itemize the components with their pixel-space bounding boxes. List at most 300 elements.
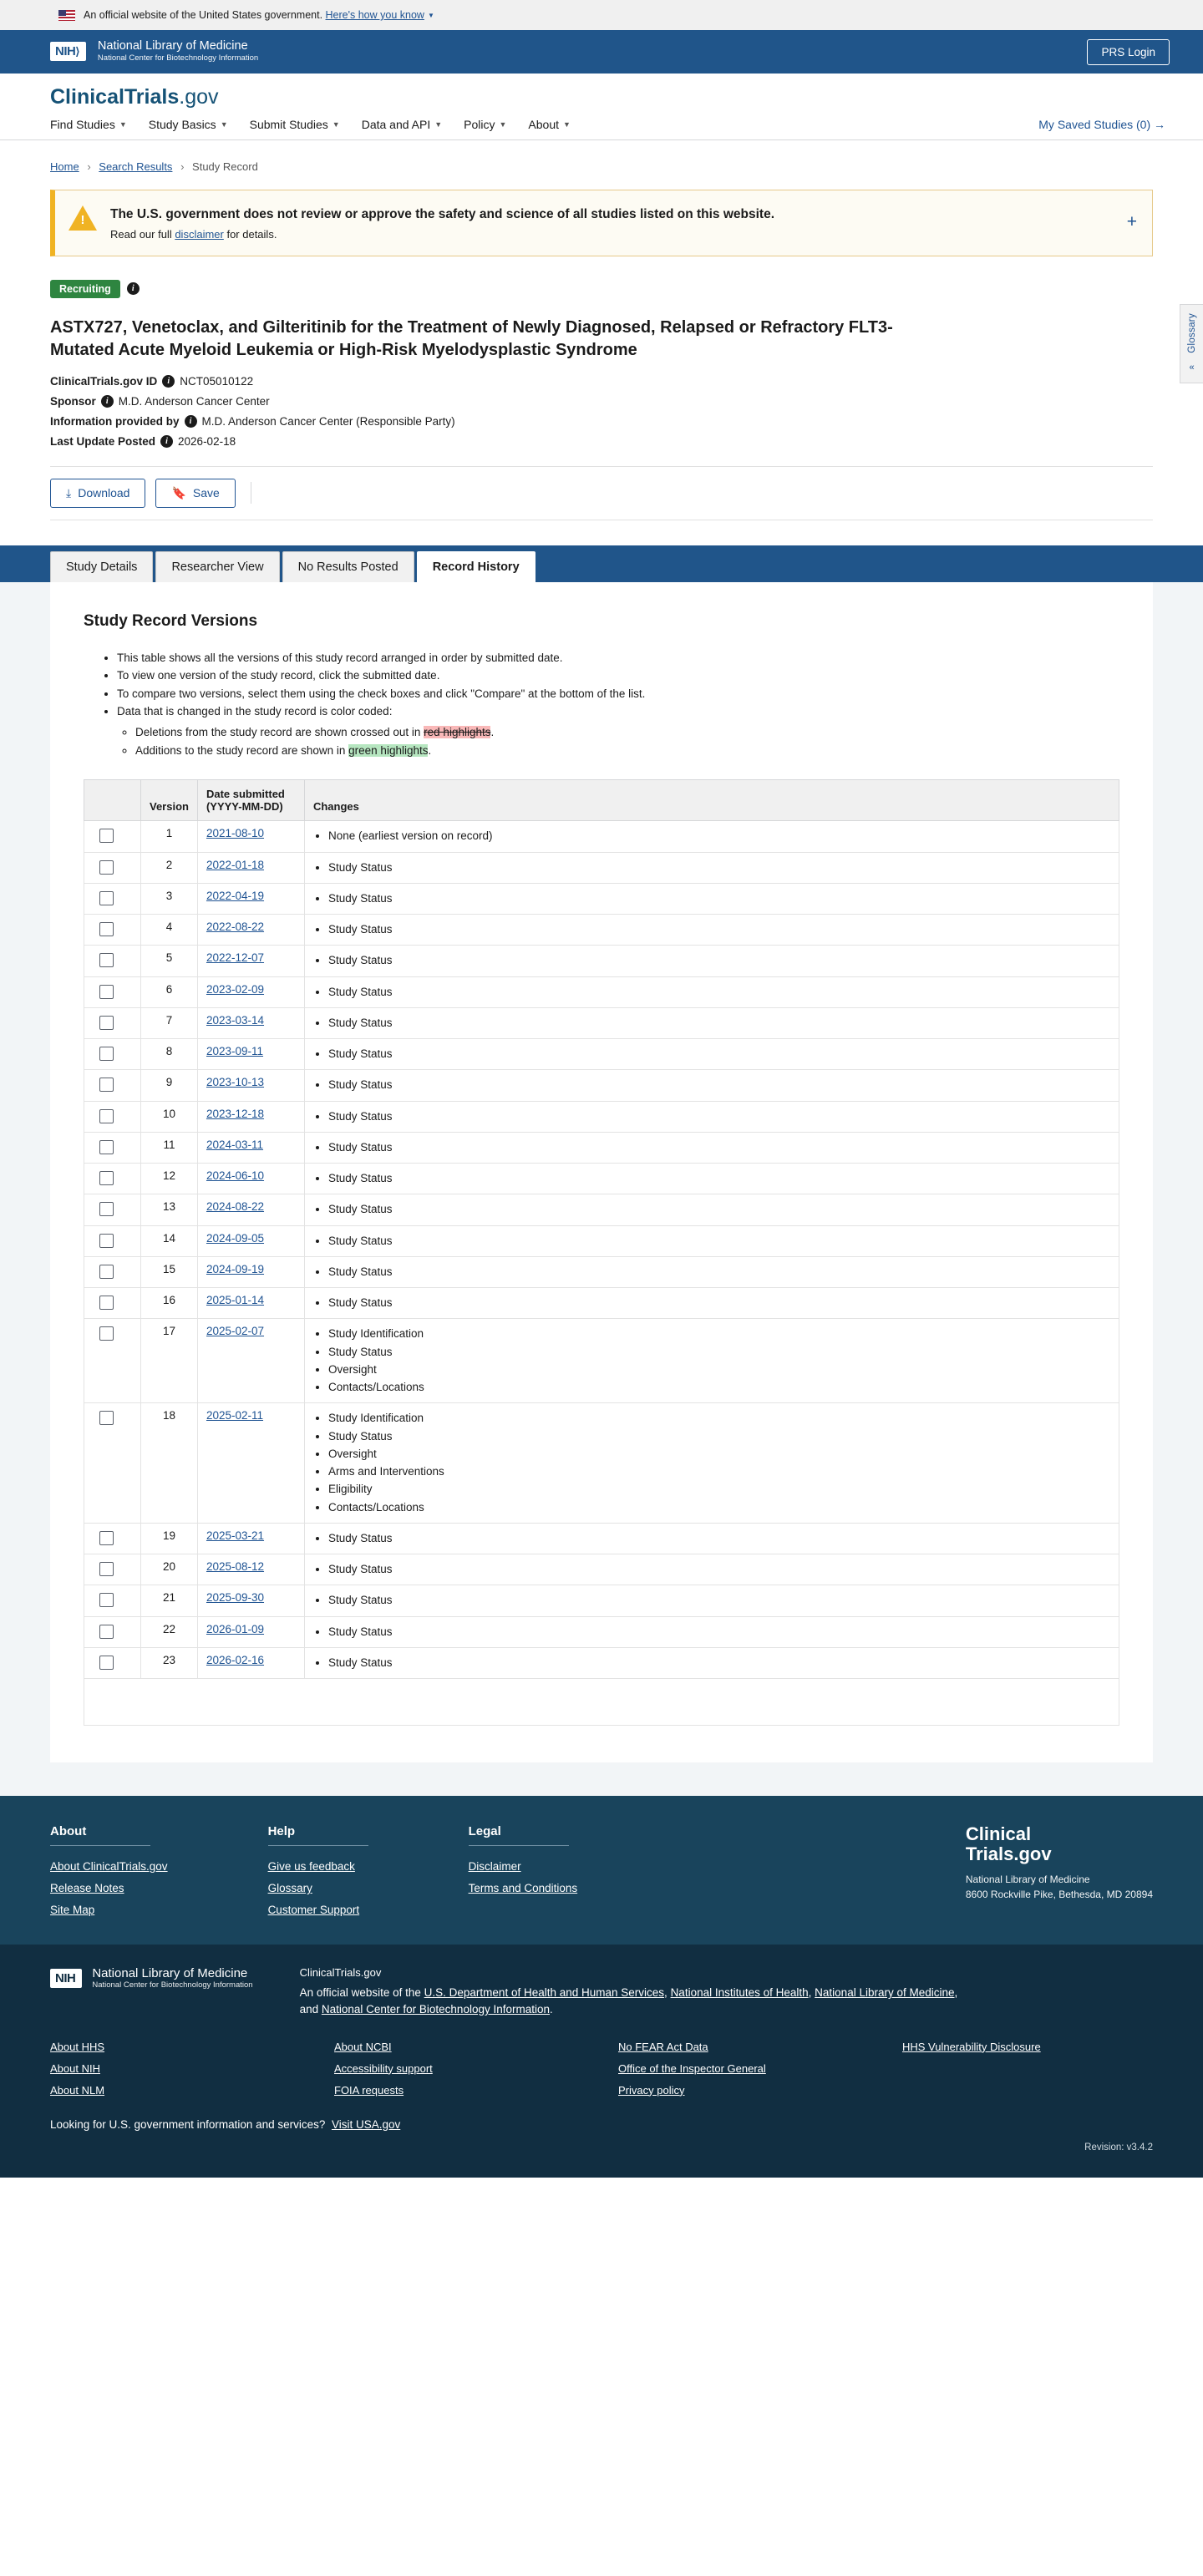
footer-col-about bbox=[50, 1824, 168, 1916]
save-button[interactable] bbox=[155, 479, 235, 508]
changes-cell bbox=[304, 946, 1119, 976]
version-number: 23 bbox=[141, 1647, 198, 1678]
info-icon[interactable]: i bbox=[185, 415, 197, 428]
alert-title: The U.S. government does not review or approve the safety and science of all studies listed on this website. bbox=[110, 207, 775, 221]
footer-link-give-us-feedback[interactable]: Give us feedback bbox=[267, 1860, 355, 1873]
version-date-link[interactable]: 2023-09-11 bbox=[206, 1045, 264, 1057]
footer-brand bbox=[966, 1824, 1153, 1916]
version-number: 3 bbox=[141, 883, 198, 914]
version-number: 1 bbox=[141, 821, 198, 852]
meta-value: M.D. Anderson Cancer Center (Responsible Party) bbox=[201, 414, 455, 428]
version-date-link[interactable]: 2023-03-14 bbox=[206, 1013, 265, 1027]
row-checkbox-cell bbox=[84, 1616, 141, 1647]
footer-link-customer-support[interactable]: Customer Support bbox=[267, 1904, 360, 1916]
change-item: • Arms and Interventions bbox=[328, 1463, 1110, 1480]
change-item: • Study Status bbox=[328, 1108, 1110, 1125]
brand-suffix: .gov bbox=[179, 85, 219, 109]
change-item: • Study Status bbox=[328, 1264, 1110, 1280]
brand-bar bbox=[0, 74, 1203, 109]
row-checkbox-cell bbox=[84, 1194, 141, 1225]
tab-record-history[interactable]: Record History bbox=[417, 551, 536, 582]
date-submitted-cell bbox=[197, 883, 304, 914]
date-submitted-cell bbox=[197, 1288, 304, 1319]
version-checkbox[interactable] bbox=[99, 953, 114, 967]
footer-address-line1: National Library of Medicine bbox=[965, 1874, 1090, 1886]
date-submitted-cell bbox=[197, 1225, 304, 1256]
changes-cell bbox=[304, 1616, 1119, 1647]
footer-brand-line1: Clinical bbox=[965, 1823, 1032, 1844]
row-checkbox-cell bbox=[84, 976, 141, 1007]
version-checkbox[interactable] bbox=[99, 860, 114, 875]
bookmark-icon: 🔖 bbox=[171, 485, 186, 499]
version-checkbox[interactable] bbox=[99, 1296, 114, 1310]
changes-cell bbox=[304, 1101, 1119, 1132]
us-flag-icon bbox=[58, 10, 75, 21]
footer-link-hhs-vulnerability-disclosure[interactable]: HHS Vulnerability Disclosure bbox=[902, 2040, 1041, 2053]
footer-link-no-fear-act-data[interactable]: No FEAR Act Data bbox=[618, 2040, 708, 2053]
version-date-link[interactable]: 2024-09-05 bbox=[206, 1231, 265, 1245]
chevron-down-icon: ▼ bbox=[220, 120, 228, 129]
version-date-link[interactable]: 2024-06-10 bbox=[206, 1169, 265, 1182]
date-submitted-cell bbox=[197, 1164, 304, 1194]
row-checkbox-cell bbox=[84, 1523, 141, 1554]
nav-label: Study Basics bbox=[148, 118, 216, 131]
table-row bbox=[84, 1101, 1119, 1132]
version-number: 9 bbox=[141, 1070, 198, 1101]
version-checkbox[interactable] bbox=[99, 1656, 114, 1670]
instructions-list bbox=[84, 649, 1119, 760]
version-date-link[interactable]: 2026-02-16 bbox=[206, 1653, 265, 1666]
glossary-tab[interactable] bbox=[1180, 304, 1203, 383]
table-row bbox=[84, 915, 1119, 946]
tab-researcher-view[interactable]: Researcher View bbox=[155, 551, 279, 582]
disclaimer-link[interactable]: disclaimer bbox=[175, 227, 224, 241]
footer-col-title: Legal bbox=[469, 1824, 569, 1846]
instruction-additions bbox=[135, 742, 1119, 760]
version-checkbox[interactable] bbox=[99, 1109, 114, 1123]
col-header-changes: Changes bbox=[304, 780, 1119, 821]
versions-table bbox=[84, 779, 1119, 1726]
version-date-link[interactable]: 2025-03-21 bbox=[206, 1529, 265, 1542]
changes-cell bbox=[304, 1132, 1119, 1163]
changes-cell bbox=[304, 1194, 1119, 1225]
changes-cell bbox=[304, 1523, 1119, 1554]
change-item: • Study Identification bbox=[328, 1326, 1110, 1342]
download-icon: ⤓ bbox=[66, 485, 72, 499]
visit-usa-gov-link[interactable]: Visit USA.gov bbox=[331, 2117, 401, 2131]
footer-link-privacy-policy[interactable]: Privacy policy bbox=[618, 2083, 685, 2097]
meta-label: Last Update Posted bbox=[50, 434, 156, 448]
change-item: • Study Status bbox=[328, 1530, 1110, 1547]
chevron-down-icon: ▼ bbox=[563, 120, 571, 129]
meta-label: Sponsor bbox=[50, 394, 96, 408]
alert-expand-button[interactable]: + bbox=[1126, 212, 1137, 231]
version-number: 21 bbox=[141, 1585, 198, 1616]
change-item: • Study Status bbox=[328, 890, 1110, 907]
footer-col-legal bbox=[469, 1824, 578, 1916]
addition-suffix: . bbox=[428, 743, 432, 757]
footer-link-about-clinicaltrials[interactable]: About ClinicalTrials.gov bbox=[50, 1860, 168, 1873]
prs-login-button[interactable]: PRS Login bbox=[1087, 39, 1170, 65]
breadcrumb-separator: › bbox=[87, 160, 91, 173]
table-row bbox=[84, 1647, 1119, 1678]
row-checkbox-cell bbox=[84, 915, 141, 946]
chevron-down-icon: ▼ bbox=[499, 120, 507, 129]
date-submitted-cell bbox=[197, 1554, 304, 1585]
table-row bbox=[84, 1403, 1119, 1524]
changes-cell bbox=[304, 1585, 1119, 1616]
table-row bbox=[84, 1585, 1119, 1616]
version-number: 22 bbox=[141, 1616, 198, 1647]
date-submitted-cell bbox=[197, 915, 304, 946]
date-submitted-cell bbox=[197, 821, 304, 852]
table-row bbox=[84, 1132, 1119, 1163]
footer-link-disclaimer[interactable]: Disclaimer bbox=[468, 1860, 521, 1873]
changes-cell bbox=[304, 1288, 1119, 1319]
change-item: • Study Status bbox=[328, 1561, 1110, 1578]
change-item: • Study Status bbox=[328, 1428, 1110, 1445]
meta-label: ClinicalTrials.gov ID bbox=[50, 374, 158, 388]
row-checkbox-cell bbox=[84, 1039, 141, 1070]
change-item: • Study Status bbox=[328, 1624, 1110, 1640]
date-submitted-cell bbox=[197, 1256, 304, 1287]
footer-link-about-nih[interactable]: About NIH bbox=[50, 2061, 100, 2075]
table-row bbox=[84, 1070, 1119, 1101]
version-checkbox[interactable] bbox=[99, 1562, 114, 1576]
section-heading: Study Record Versions bbox=[84, 611, 258, 630]
row-checkbox-cell bbox=[84, 1132, 141, 1163]
row-checkbox-cell bbox=[84, 946, 141, 976]
info-icon[interactable]: i bbox=[160, 435, 173, 448]
change-item: • Study Status bbox=[328, 1344, 1110, 1361]
col-header-version: Version bbox=[141, 780, 198, 821]
date-submitted-cell bbox=[197, 1616, 304, 1647]
footer-link-about-hhs[interactable]: About HHS bbox=[50, 2040, 105, 2053]
meta-label: Information provided by bbox=[50, 414, 180, 428]
meta-row-sponsor bbox=[50, 395, 1153, 408]
date-submitted-cell bbox=[197, 1132, 304, 1163]
my-saved-studies-link[interactable]: My Saved Studies (0) → bbox=[1038, 118, 1165, 131]
version-checkbox[interactable] bbox=[99, 1140, 114, 1154]
gov-banner bbox=[0, 0, 1203, 30]
instruction-item: • To view one version of the study record, click the submitted date. bbox=[117, 667, 1119, 685]
row-checkbox-cell bbox=[84, 883, 141, 914]
download-label: Download bbox=[78, 486, 130, 500]
version-date-link[interactable]: 2023-12-18 bbox=[206, 1107, 265, 1120]
table-row bbox=[84, 1164, 1119, 1194]
footer-link-foia-requests[interactable]: FOIA requests bbox=[334, 2083, 404, 2097]
version-date-link[interactable]: 2023-10-13 bbox=[206, 1076, 265, 1089]
download-button[interactable] bbox=[50, 479, 145, 508]
page-title: ASTX727, Venetoclax, and Gilteritinib for the Treatment of Newly Diagnosed, Relapsed or Refractory FLT3-Mutated Acute Myeloid Leukemia or High-Risk Myelodysplastic Syndrome bbox=[50, 317, 893, 359]
footer-link-release-notes[interactable]: Release Notes bbox=[50, 1882, 124, 1894]
footer-main bbox=[0, 1796, 1203, 1945]
row-checkbox-cell bbox=[84, 1403, 141, 1524]
red-highlight-sample: red highlights bbox=[424, 726, 491, 739]
table-row bbox=[84, 1039, 1119, 1070]
version-date-link[interactable]: 2022-01-18 bbox=[206, 858, 265, 871]
footer-col-title: About bbox=[50, 1824, 150, 1846]
table-row bbox=[84, 1288, 1119, 1319]
version-checkbox[interactable] bbox=[99, 1234, 114, 1248]
table-row bbox=[84, 1225, 1119, 1256]
row-checkbox-cell bbox=[84, 852, 141, 883]
changes-cell bbox=[304, 1070, 1119, 1101]
footer-link-glossary[interactable]: Glossary bbox=[267, 1882, 312, 1894]
change-item: • Study Status bbox=[328, 1046, 1110, 1062]
nav-item-policy[interactable] bbox=[464, 118, 506, 131]
date-submitted-cell bbox=[197, 1101, 304, 1132]
nav-label: Data and API bbox=[361, 118, 431, 131]
footer-bottom bbox=[0, 1945, 1203, 2178]
date-submitted-cell bbox=[197, 1403, 304, 1524]
breadcrumb-search-results[interactable]: Search Results bbox=[99, 160, 173, 173]
version-checkbox[interactable] bbox=[99, 1202, 114, 1216]
version-date-link[interactable]: 2025-02-07 bbox=[206, 1325, 265, 1338]
version-checkbox[interactable] bbox=[99, 891, 114, 905]
nav-label: About bbox=[528, 118, 560, 131]
change-item: • Study Status bbox=[328, 1170, 1110, 1187]
footer-link-about-nlm[interactable]: About NLM bbox=[50, 2083, 105, 2097]
official-suffix: . bbox=[550, 2003, 553, 2016]
green-highlight-sample: green highlights bbox=[348, 743, 429, 757]
row-checkbox-cell bbox=[84, 1554, 141, 1585]
ncbi-subtitle: National Center for Biotechnology Information bbox=[97, 53, 259, 63]
version-checkbox[interactable] bbox=[99, 1531, 114, 1545]
nav-item-data-and-api[interactable] bbox=[362, 118, 442, 131]
footer-link-terms-and-conditions[interactable]: Terms and Conditions bbox=[468, 1882, 578, 1894]
changes-cell bbox=[304, 1403, 1119, 1524]
version-checkbox[interactable] bbox=[99, 1326, 114, 1341]
footer-address-line2: 8600 Rockville Pike, Bethesda, MD 20894 bbox=[965, 1888, 1153, 1900]
version-date-link[interactable]: 2026-01-09 bbox=[206, 1622, 265, 1635]
breadcrumb-current: Study Record bbox=[192, 160, 258, 173]
meta-value: NCT05010122 bbox=[180, 374, 254, 388]
table-row bbox=[84, 1616, 1119, 1647]
version-date-link[interactable]: 2025-01-14 bbox=[206, 1294, 265, 1306]
version-checkbox[interactable] bbox=[99, 1016, 114, 1030]
footer-ct-label: ClinicalTrials.gov bbox=[299, 1966, 382, 1979]
col-header-date: Date submitted (YYYY-MM-DD) bbox=[197, 780, 304, 821]
footer-link-about-ncbi[interactable]: About NCBI bbox=[334, 2040, 392, 2053]
link-nih[interactable]: National Institutes of Health bbox=[670, 1986, 809, 1999]
date-submitted-cell bbox=[197, 1007, 304, 1038]
brand-name: ClinicalTrials bbox=[50, 85, 180, 109]
status-row bbox=[50, 280, 1153, 298]
row-checkbox-cell bbox=[84, 1585, 141, 1616]
nav-item-submit-studies[interactable] bbox=[250, 118, 340, 131]
version-date-link[interactable]: 2024-08-22 bbox=[206, 1200, 265, 1214]
version-checkbox[interactable] bbox=[99, 922, 114, 936]
version-date-link[interactable]: 2021-08-10 bbox=[206, 827, 265, 840]
change-item: • Study Status bbox=[328, 1295, 1110, 1311]
version-date-link[interactable]: 2025-08-12 bbox=[206, 1560, 265, 1573]
footer-col-title: Help bbox=[268, 1824, 368, 1846]
version-number: 11 bbox=[141, 1132, 198, 1163]
addition-prefix: Additions to the study record are shown in bbox=[135, 743, 349, 757]
footer-col-help bbox=[268, 1824, 368, 1916]
version-date-link[interactable]: 2022-12-07 bbox=[206, 951, 265, 965]
version-date-link[interactable]: 2025-09-30 bbox=[206, 1591, 265, 1605]
tab-study-details[interactable]: Study Details bbox=[50, 551, 153, 582]
version-number: 4 bbox=[141, 915, 198, 946]
glossary-tab-label: Glossary bbox=[1186, 313, 1197, 353]
row-checkbox-cell bbox=[84, 1256, 141, 1287]
action-bar bbox=[50, 466, 1153, 520]
instruction-text: Data that is changed in the study record is color coded: bbox=[117, 705, 393, 718]
date-submitted-cell bbox=[197, 1039, 304, 1070]
change-item: • Eligibility bbox=[328, 1481, 1110, 1498]
version-checkbox[interactable] bbox=[99, 1265, 114, 1279]
change-item: • Contacts/Locations bbox=[328, 1379, 1110, 1396]
content-background bbox=[0, 582, 1203, 1796]
link-nlm[interactable]: National Library of Medicine bbox=[815, 1986, 955, 1999]
version-checkbox[interactable] bbox=[99, 1411, 114, 1425]
tab-no-results-posted[interactable]: No Results Posted bbox=[282, 551, 414, 582]
version-date-link[interactable]: 2022-08-22 bbox=[206, 920, 265, 933]
instruction-deletions bbox=[135, 723, 1119, 742]
table-row bbox=[84, 976, 1119, 1007]
table-row bbox=[84, 1523, 1119, 1554]
footer-link-empty bbox=[902, 2084, 1153, 2097]
version-number: 13 bbox=[141, 1194, 198, 1225]
version-number: 5 bbox=[141, 946, 198, 976]
date-submitted-cell bbox=[197, 852, 304, 883]
date-submitted-cell bbox=[197, 1194, 304, 1225]
nlm-logo[interactable] bbox=[50, 1966, 253, 1990]
date-submitted-cell bbox=[197, 946, 304, 976]
date-submitted-cell bbox=[197, 976, 304, 1007]
nav-label: Find Studies bbox=[50, 118, 115, 131]
version-number: 18 bbox=[141, 1403, 198, 1524]
link-ncbi[interactable]: National Center for Biotechnology Information bbox=[321, 2003, 550, 2016]
version-date-link[interactable]: 2022-04-19 bbox=[206, 889, 265, 902]
nav-item-find-studies[interactable] bbox=[50, 118, 127, 131]
row-checkbox-cell bbox=[84, 1288, 141, 1319]
row-checkbox-cell bbox=[84, 1164, 141, 1194]
changes-cell bbox=[304, 1256, 1119, 1287]
table-row bbox=[84, 1319, 1119, 1403]
version-date-link[interactable]: 2024-09-19 bbox=[206, 1262, 265, 1275]
main-nav bbox=[0, 109, 1203, 140]
row-checkbox-cell bbox=[84, 1647, 141, 1678]
version-number: 20 bbox=[141, 1554, 198, 1585]
change-item: • Study Status bbox=[328, 984, 1110, 1001]
row-checkbox-cell bbox=[84, 1319, 141, 1403]
version-number: 17 bbox=[141, 1319, 198, 1403]
footer-official-text: An official website of the U.S. Department of Health and Human Services, National Institutes of Health, National Library of Medicine, and National Center for Biotechnology Information. bbox=[299, 1986, 958, 2016]
site-logo[interactable] bbox=[50, 85, 1203, 109]
nih-header bbox=[0, 30, 1203, 74]
changes-cell bbox=[304, 1225, 1119, 1256]
changes-cell bbox=[304, 1647, 1119, 1678]
collapse-icon[interactable]: « bbox=[1189, 362, 1195, 373]
table-row bbox=[84, 946, 1119, 976]
row-checkbox-cell bbox=[84, 821, 141, 852]
footer-links-grid bbox=[50, 2041, 1153, 2097]
nlm-title: National Library of Medicine bbox=[97, 39, 248, 53]
info-icon[interactable]: i bbox=[101, 395, 114, 408]
version-checkbox[interactable] bbox=[99, 1078, 114, 1092]
instruction-item: • To compare two versions, select them using the check boxes and click "Compare" at the bottom of the list. bbox=[117, 685, 1119, 703]
col-header-checkbox bbox=[84, 780, 141, 821]
info-icon[interactable]: i bbox=[127, 282, 140, 295]
version-checkbox[interactable] bbox=[99, 1171, 114, 1185]
change-item: • Oversight bbox=[328, 1446, 1110, 1463]
nih-logo-footer: NIH bbox=[50, 1969, 82, 1988]
version-checkbox[interactable] bbox=[99, 829, 114, 843]
breadcrumb-home[interactable]: Home bbox=[50, 160, 79, 173]
chevron-down-icon: ▼ bbox=[332, 120, 340, 129]
change-item: • Study Status bbox=[328, 952, 1110, 969]
date-submitted-cell bbox=[197, 1585, 304, 1616]
version-number: 19 bbox=[141, 1523, 198, 1554]
version-checkbox[interactable] bbox=[99, 985, 114, 999]
instruction-item: • This table shows all the versions of this study record arranged in order by submitted date. bbox=[117, 649, 1119, 667]
info-icon[interactable]: i bbox=[162, 375, 175, 388]
gov-banner-text: An official website of the United States government. bbox=[84, 9, 323, 21]
nih-logo-text: NIH bbox=[55, 44, 76, 59]
deletion-prefix: Deletions from the study record are shown crossed out in bbox=[135, 726, 424, 739]
link-hhs[interactable]: U.S. Department of Health and Human Services bbox=[424, 1986, 665, 1999]
official-prefix: An official website of the bbox=[299, 1986, 424, 1999]
meta-row-information-provided-by bbox=[50, 415, 1153, 428]
change-item: • Study Status bbox=[328, 1077, 1110, 1093]
nav-label: Submit Studies bbox=[249, 118, 328, 131]
nav-item-study-basics[interactable] bbox=[149, 118, 228, 131]
change-item: • Study Status bbox=[328, 1592, 1110, 1609]
change-item: • None (earliest version on record) bbox=[328, 828, 1110, 844]
changes-cell bbox=[304, 1554, 1119, 1585]
footer-usa-row bbox=[50, 2118, 1153, 2131]
date-submitted-cell bbox=[197, 1070, 304, 1101]
chevron-down-icon: ▼ bbox=[119, 120, 127, 129]
change-item: • Study Identification bbox=[328, 1410, 1110, 1427]
version-date-link[interactable]: 2025-02-11 bbox=[206, 1409, 264, 1422]
footer-link-accessibility-support[interactable]: Accessibility support bbox=[334, 2061, 433, 2075]
version-checkbox[interactable] bbox=[99, 1593, 114, 1607]
nav-label: Policy bbox=[464, 118, 495, 131]
nih-logo[interactable]: NIH⟩ bbox=[50, 42, 86, 61]
record-history-card bbox=[50, 582, 1153, 1762]
date-submitted-cell bbox=[197, 1647, 304, 1678]
how-you-know-link[interactable]: Here's how you know bbox=[325, 9, 424, 21]
version-date-link[interactable]: 2023-02-09 bbox=[206, 982, 265, 996]
changes-cell bbox=[304, 852, 1119, 883]
change-item: • Study Status bbox=[328, 1655, 1110, 1671]
chevron-down-icon: ▼ bbox=[427, 11, 434, 19]
version-number: 8 bbox=[141, 1039, 198, 1070]
alert-sub-prefix: Read our full bbox=[110, 227, 175, 241]
changes-cell bbox=[304, 1007, 1119, 1038]
footer-link-office-of-the-inspector-general[interactable]: Office of the Inspector General bbox=[618, 2061, 766, 2075]
save-label: Save bbox=[192, 486, 220, 500]
version-date-link[interactable]: 2024-03-11 bbox=[206, 1138, 264, 1151]
chevron-down-icon: ▼ bbox=[434, 120, 443, 129]
row-checkbox-cell bbox=[84, 1101, 141, 1132]
changes-cell bbox=[304, 1039, 1119, 1070]
breadcrumb-separator: › bbox=[180, 160, 185, 173]
version-checkbox[interactable] bbox=[99, 1625, 114, 1639]
footer-link-site-map[interactable]: Site Map bbox=[50, 1904, 95, 1916]
table-row bbox=[84, 1194, 1119, 1225]
footer-brand-line2: Trials.gov bbox=[965, 1843, 1052, 1865]
alert-subtext bbox=[110, 228, 774, 241]
change-item: • Study Status bbox=[328, 1015, 1110, 1032]
table-footer-spacer bbox=[84, 1679, 1119, 1726]
version-checkbox[interactable] bbox=[99, 1047, 114, 1061]
nav-item-about[interactable] bbox=[528, 118, 571, 131]
